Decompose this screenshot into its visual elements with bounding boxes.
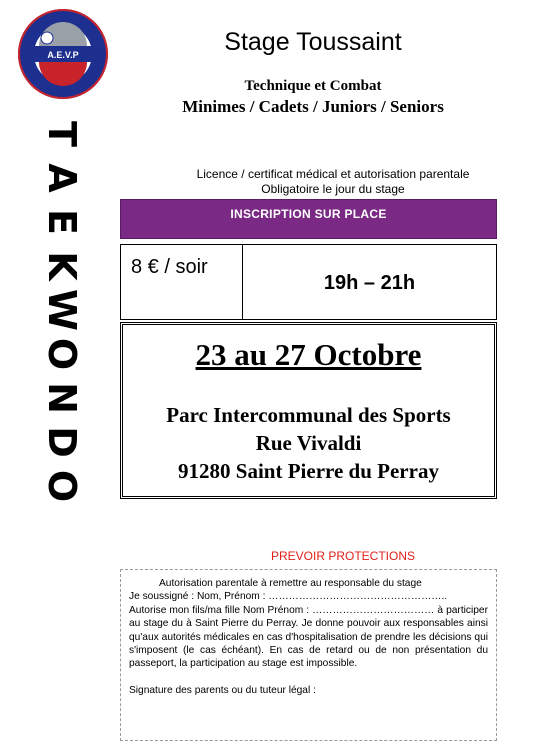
notice-line-2: Obligatoire le jour du stage bbox=[261, 182, 405, 196]
logo-initials: A.E.V.P bbox=[47, 50, 79, 60]
side-letter: K bbox=[40, 251, 84, 281]
address-line-3: 91280 Saint Pierre du Perray bbox=[178, 459, 439, 483]
page-title: Stage Toussaint bbox=[224, 28, 402, 56]
address-line-2: Rue Vivaldi bbox=[255, 431, 362, 455]
address-line-1: Parc Intercommunal des Sports bbox=[166, 403, 451, 427]
subtitle-discipline: Technique et Combat bbox=[244, 78, 382, 94]
hours-text: 19h – 21h bbox=[323, 272, 416, 294]
subtitle-categories: Minimes / Cadets / Juniors / Seniors bbox=[182, 97, 444, 116]
club-logo bbox=[17, 8, 109, 100]
club-logo-icon bbox=[17, 8, 109, 100]
parental-authorization-form bbox=[120, 569, 497, 741]
side-letter: D bbox=[40, 426, 84, 458]
authorization-name-line: Je soussigné : Nom, Prénom : …………………………………………….. bbox=[129, 591, 448, 603]
side-title bbox=[34, 112, 90, 508]
protection-warning: PREVOIR PROTECTIONS bbox=[270, 549, 416, 563]
event-dates: 23 au 27 Octobre bbox=[195, 337, 422, 372]
side-letter: W bbox=[40, 289, 84, 331]
side-letter: A bbox=[40, 163, 84, 193]
side-letter: O bbox=[40, 469, 84, 503]
side-letter: O bbox=[40, 337, 84, 371]
signature-line: Signature des parents ou du tuteur légal : bbox=[129, 684, 316, 696]
pricing-row bbox=[120, 244, 497, 320]
authorization-body: Autorise mon fils/ma fille Nom Prénom : ……………………………… à participer au stage du à Saint Pierre du Perray. Je donne pouvoir aux responsables ainsi qu'aux autorités médicales en cas d'hospitalisation de prendre les décisions qui s'imposent (le cas échéant). En cas de retard ou de non présentation du passeport, la participation au stage est impossible. bbox=[129, 604, 488, 670]
event-details bbox=[120, 322, 497, 499]
authorization-title: Autorisation parentale à remettre au responsable du stage bbox=[159, 578, 422, 589]
side-letter: T bbox=[40, 121, 84, 147]
side-letter: E bbox=[40, 209, 84, 235]
registration-banner: INSCRIPTION SUR PLACE bbox=[120, 199, 497, 239]
notice-line-1: Licence / certificat médical et autorisation parentale bbox=[196, 167, 470, 181]
side-letter: N bbox=[40, 382, 84, 414]
price-text: 8 € / soir bbox=[121, 245, 243, 319]
